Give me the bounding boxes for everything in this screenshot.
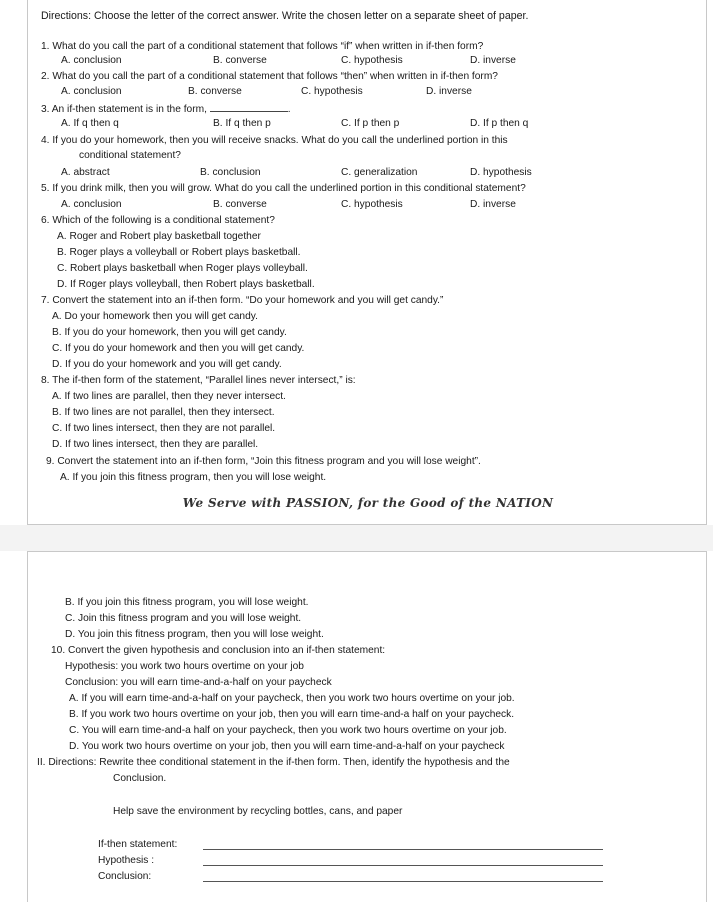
page-gap xyxy=(0,525,713,551)
q10-option-d: D. You work two hours overtime on your job, then you will earn time-and-a-half on your paycheck xyxy=(69,741,505,752)
q3-option-a: A. If q then q xyxy=(61,118,119,129)
q2-option-d: D. inverse xyxy=(426,86,472,97)
answer-blank xyxy=(210,101,288,112)
q3-option-b: B. If q then p xyxy=(213,118,271,129)
ifthen-label: If-then statement: xyxy=(98,839,178,850)
q9-option-c: C. Join this fitness program and you will lose weight. xyxy=(65,613,302,624)
q8-option-d: D. If two lines intersect, then they are parallel. xyxy=(52,439,259,450)
q9-option-a: A. If you join this fitness program, then you will lose weight. xyxy=(60,472,327,483)
part2-directions-cont: Conclusion. xyxy=(113,773,167,784)
part2-directions: II. Directions: Rewrite thee conditional statement in the if-then form. Then, identify the hypothesis and the xyxy=(37,757,510,768)
q10-hypothesis: Hypothesis: you work two hours overtime on your job xyxy=(65,661,304,672)
q5-option-b: B. converse xyxy=(213,199,267,210)
q10-stem: 10. Convert the given hypothesis and conclusion into an if-then statement: xyxy=(51,645,386,656)
conclusion-answer-line xyxy=(203,881,603,882)
q7-option-d: D. If you do your homework and you will get candy. xyxy=(52,359,282,370)
q2-stem: 2. What do you call the part of a conditional statement that follows “then” when written in if-then form? xyxy=(41,71,498,82)
q10-option-a: A. If you will earn time-and-a-half on your paycheck, then you work two hours overtime on your job. xyxy=(69,693,515,704)
conclusion-label: Conclusion: xyxy=(98,871,152,882)
ifthen-answer-line xyxy=(203,849,603,850)
q4-stem: 4. If you do your homework, then you will receive snacks. What do you call the underlined portion in this xyxy=(41,135,508,146)
q4-option-c: C. generalization xyxy=(341,167,418,178)
q6-option-b: B. Roger plays a volleyball or Robert plays basketball. xyxy=(57,247,301,258)
worksheet-page-1 xyxy=(27,0,707,525)
q9-option-b: B. If you join this fitness program, you will lose weight. xyxy=(65,597,309,608)
q5-option-a: A. conclusion xyxy=(61,199,122,210)
q9-stem: 9. Convert the statement into an if-then form, “Join this fitness program and you will lose weight”. xyxy=(46,456,481,467)
hypothesis-label: Hypothesis : xyxy=(98,855,155,866)
q9-option-d: D. You join this fitness program, then you will lose weight. xyxy=(65,629,324,640)
q8-option-c: C. If two lines intersect, then they are not parallel. xyxy=(52,423,276,434)
q5-option-c: C. hypothesis xyxy=(341,199,403,210)
part2-statement: Help save the environment by recycling bottles, cans, and paper xyxy=(113,806,403,817)
q2-option-b: B. converse xyxy=(188,86,242,97)
q6-option-a: A. Roger and Robert play basketball together xyxy=(57,231,261,242)
q8-option-a: A. If two lines are parallel, then they never intersect. xyxy=(52,391,286,402)
q8-option-b: B. If two lines are not parallel, then they intersect. xyxy=(52,407,275,418)
q3-stem-text: 3. An if-then statement is in the form, xyxy=(41,104,207,115)
directions: Directions: Choose the letter of the correct answer. Write the chosen letter on a separate sheet of paper. xyxy=(41,10,529,22)
q3-option-d: D. If p then q xyxy=(470,118,529,129)
q2-option-c: C. hypothesis xyxy=(301,86,363,97)
q4-option-b: B. conclusion xyxy=(200,167,261,178)
q1-option-a: A. conclusion xyxy=(61,55,122,66)
q3-option-c: C. If p then p xyxy=(341,118,400,129)
q6-option-c: C. Robert plays basketball when Roger plays volleyball. xyxy=(57,263,308,274)
q7-option-b: B. If you do your homework, then you will get candy. xyxy=(52,327,287,338)
q5-option-d: D. inverse xyxy=(470,199,516,210)
q1-stem: 1. What do you call the part of a conditional statement that follows “if” when written in if-then form? xyxy=(41,41,484,52)
q6-option-d: D. If Roger plays volleyball, then Robert plays basketball. xyxy=(57,279,315,290)
q7-stem: 7. Convert the statement into an if-then form. “Do your homework and you will get candy.” xyxy=(41,295,444,306)
q1-option-c: C. hypothesis xyxy=(341,55,403,66)
q1-option-d: D. inverse xyxy=(470,55,516,66)
q10-option-c: C. You will earn time-and-a half on your paycheck, then you work two hours overtime on your job. xyxy=(69,725,507,736)
hypothesis-answer-line xyxy=(203,865,603,866)
q3-stem-end: . xyxy=(287,104,291,115)
worksheet-page-2 xyxy=(27,551,707,902)
q1-option-b: B. converse xyxy=(213,55,267,66)
q4-option-d: D. hypothesis xyxy=(470,167,532,178)
q8-stem: 8. The if-then form of the statement, “Parallel lines never intersect,” is: xyxy=(41,375,356,386)
q3-stem xyxy=(41,101,291,117)
q4-stem-cont: conditional statement? xyxy=(79,150,181,161)
q7-option-c: C. If you do your homework and then you will get candy. xyxy=(52,343,305,354)
q6-stem: 6. Which of the following is a conditional statement? xyxy=(41,215,275,226)
q10-option-b: B. If you work two hours overtime on your job, then you will earn time-and-a half on your paycheck. xyxy=(69,709,515,720)
q4-option-a: A. abstract xyxy=(61,167,110,178)
q2-option-a: A. conclusion xyxy=(61,86,122,97)
q10-conclusion: Conclusion: you will earn time-and-a-half on your paycheck xyxy=(65,677,332,688)
q5-stem: 5. If you drink milk, then you will grow. What do you call the underlined portion in this conditional statement? xyxy=(41,183,526,194)
q7-option-a: A. Do your homework then you will get candy. xyxy=(52,311,258,322)
school-motto: We Serve with PASSION, for the Good of the NATION xyxy=(182,496,554,510)
